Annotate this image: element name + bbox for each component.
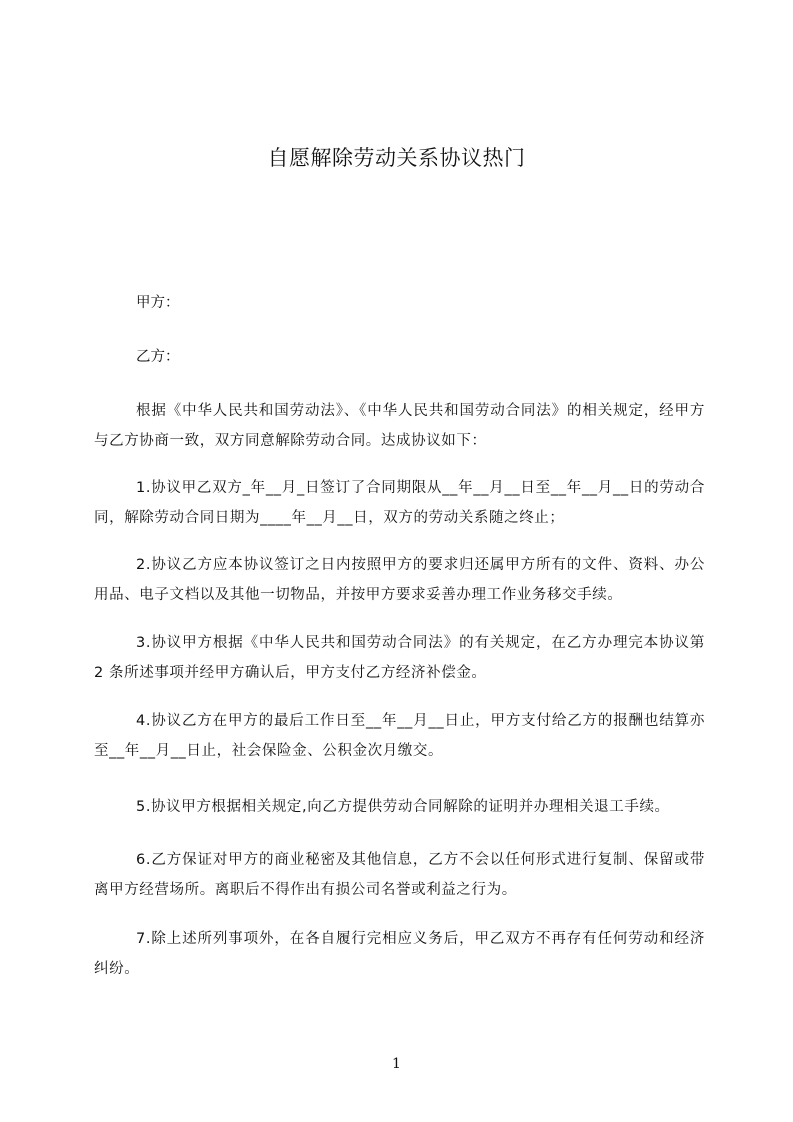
page-number: 1	[392, 1056, 401, 1072]
clause-6: 6.乙方保证对甲方的商业秘密及其他信息，乙方不会以任何形式进行复制、保留或带离甲方经营场所。离职后不得作出有损公司名誉或利益之行为。	[94, 852, 705, 898]
party-a-label: 甲方：	[136, 295, 180, 311]
document-title: 自愿解除劳动关系协议热门	[267, 146, 526, 170]
clause-1: 1.协议甲乙双方_年__月_日签订了合同期限从__年__月__日至__年__月__日的劳动合同，解除劳动合同日期为____年__月__日，双方的劳动关系随之终止；	[94, 480, 705, 526]
intro-paragraph: 根据《中华人民共和国劳动法》、《中华人民共和国劳动合同法》的相关规定，经甲方与乙方协商一致，双方同意解除劳动合同。达成协议如下：	[94, 403, 705, 449]
party-b-label: 乙方：	[136, 349, 180, 365]
clause-5: 5.协议甲方根据相关规定,向乙方提供劳动合同解除的证明并办理相关退工手续。	[136, 799, 670, 815]
clause-7: 7.除上述所列事项外，在各自履行完相应义务后，甲乙双方不再存有任何劳动和经济纠纷。	[94, 931, 705, 977]
clause-2: 2.协议乙方应本协议签订之日内按照甲方的要求归还属甲方所有的文件、资料、办公用品、电子文档以及其他一切物品，并按甲方要求妥善办理工作业务移交手续。	[94, 557, 705, 603]
clause-3: 3.协议甲方根据《中华人民共和国劳动合同法》的有关规定，在乙方办理完本协议第 2 条所述事项并经甲方确认后，甲方支付乙方经济补偿金。	[94, 635, 705, 681]
clause-4: 4.协议乙方在甲方的最后工作日至__年__月__日止，甲方支付给乙方的报酬也结算亦至__年__月__日止，社会保险金、公积金次月缴交。	[94, 713, 705, 759]
